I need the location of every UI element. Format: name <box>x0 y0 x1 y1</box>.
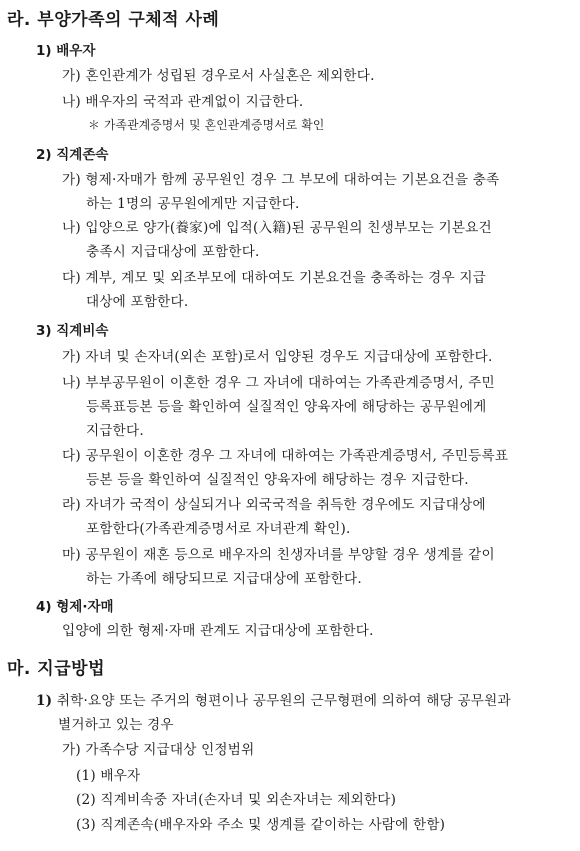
descendants-item-da-cont: 등본 등을 확인하여 실질적인 양육자에 해당하는 경우 지급한다. <box>86 472 469 488</box>
descendants-item-na-cont-2: 지급한다. <box>86 423 144 439</box>
item-marker: 라) <box>62 497 81 513</box>
item-marker: 가) <box>62 742 81 758</box>
item-marker: 가) <box>62 349 81 365</box>
item-marker: 마) <box>62 547 81 563</box>
item-text: 취학·요양 또는 주거의 형편이나 공무원의 근무형편에 의하여 해당 공무원과 <box>56 693 511 709</box>
payment-item-1 <box>36 689 511 709</box>
item-text: 계부, 계모 및 외조부모에 대하여도 기본요건을 충족하는 경우 지급 <box>85 270 487 286</box>
item-text: 입양으로 양가(養家)에 입적(入籍)된 공무원의 친생부모는 기본요건 <box>85 220 492 236</box>
item-marker: (2) <box>76 792 96 808</box>
section-title-la: 라. 부양가족의 구체적 사례 <box>7 10 220 30</box>
descendants-item-ra <box>62 493 486 513</box>
item-text: 공무원이 이혼한 경우 그 자녀에 대하여는 가족관계증명서, 주민등록표 <box>85 448 509 464</box>
item-text: 배우자의 국적과 관계없이 지급한다. <box>85 94 304 110</box>
descendants-item-ma <box>62 543 495 563</box>
descendants-item-ra-cont: 포함한다(가족관계증명서로 자녀관계 확인). <box>86 521 351 537</box>
item-text: 형제·자매가 함께 공무원인 경우 그 부모에 대하여는 기본요건을 충족 <box>85 172 500 188</box>
item-marker: 나) <box>62 94 81 110</box>
item-marker: (3) <box>76 817 96 833</box>
ascendants-item-ga-cont: 하는 1명의 공무원에게만 지급한다. <box>86 196 300 212</box>
ascendants-item-ga <box>62 168 499 188</box>
ascendants-item-na <box>62 216 492 236</box>
item-text: 배우자 <box>100 768 141 784</box>
siblings-text: 입양에 의한 형제·자매 관계도 지급대상에 포함한다. <box>62 623 374 639</box>
item-marker: 다) <box>62 270 81 286</box>
item-text: 가족수당 지급대상 인정범위 <box>85 742 255 758</box>
heading-siblings: 4) 형제·자매 <box>36 599 114 615</box>
spouse-item-na <box>62 90 303 110</box>
item-text: 공무원이 재혼 등으로 배우자의 친생자녀를 부양할 경우 생계를 같이 <box>85 547 495 563</box>
item-text: 직계비속중 자녀(손자녀 및 외손자녀는 제외한다) <box>100 792 397 808</box>
item-marker: 나) <box>62 220 81 236</box>
item-text: 자녀 및 손자녀(외손 포함)로서 입양된 경우도 지급대상에 포함한다. <box>85 349 493 365</box>
payment-scope-3 <box>76 813 445 833</box>
spouse-note: ＊ 가족관계증명서 및 혼인관계증명서로 확인 <box>88 118 325 132</box>
descendants-item-ma-cont: 하는 가족에 해당되므로 지급대상에 포함한다. <box>86 571 362 587</box>
item-marker: 나) <box>62 375 81 391</box>
item-marker: 가) <box>62 172 81 188</box>
heading-ascendants: 2) 직계존속 <box>36 147 109 163</box>
item-marker: (1) <box>76 768 96 784</box>
item-text: 직계존속(배우자와 주소 및 생계를 같이하는 사람에 한함) <box>100 817 446 833</box>
item-text: 혼인관계가 성립된 경우로서 사실혼은 제외한다. <box>85 68 375 84</box>
section-title-ma: 마. 지급방법 <box>7 659 105 679</box>
item-text: 자녀가 국적이 상실되거나 외국국적을 취득한 경우에도 지급대상에 <box>85 497 486 513</box>
item-marker: 1) <box>36 693 53 709</box>
ascendants-item-da-cont: 대상에 포함한다. <box>86 294 189 310</box>
item-text: 부부공무원이 이혼한 경우 그 자녀에 대하여는 가족관계증명서, 주민 <box>85 375 495 391</box>
descendants-item-da <box>62 444 508 464</box>
payment-scope-2 <box>76 788 396 808</box>
spouse-item-ga <box>62 64 375 84</box>
ascendants-item-da <box>62 266 486 286</box>
descendants-item-na-cont-1: 등록표등본 등을 확인하여 실질적인 양육자에 해당하는 공무원에게 <box>86 399 487 415</box>
payment-item-1-cont: 별거하고 있는 경우 <box>58 717 174 733</box>
item-marker: 다) <box>62 448 81 464</box>
ascendants-item-na-cont: 충족시 지급대상에 포함한다. <box>86 244 260 260</box>
descendants-item-na <box>62 371 495 391</box>
descendants-item-ga <box>62 345 493 365</box>
payment-scope-1 <box>76 764 140 784</box>
item-marker: 가) <box>62 68 81 84</box>
heading-spouse: 1) 배우자 <box>36 43 96 59</box>
payment-sub-ga <box>62 738 254 758</box>
heading-descendants: 3) 직계비속 <box>36 323 109 339</box>
